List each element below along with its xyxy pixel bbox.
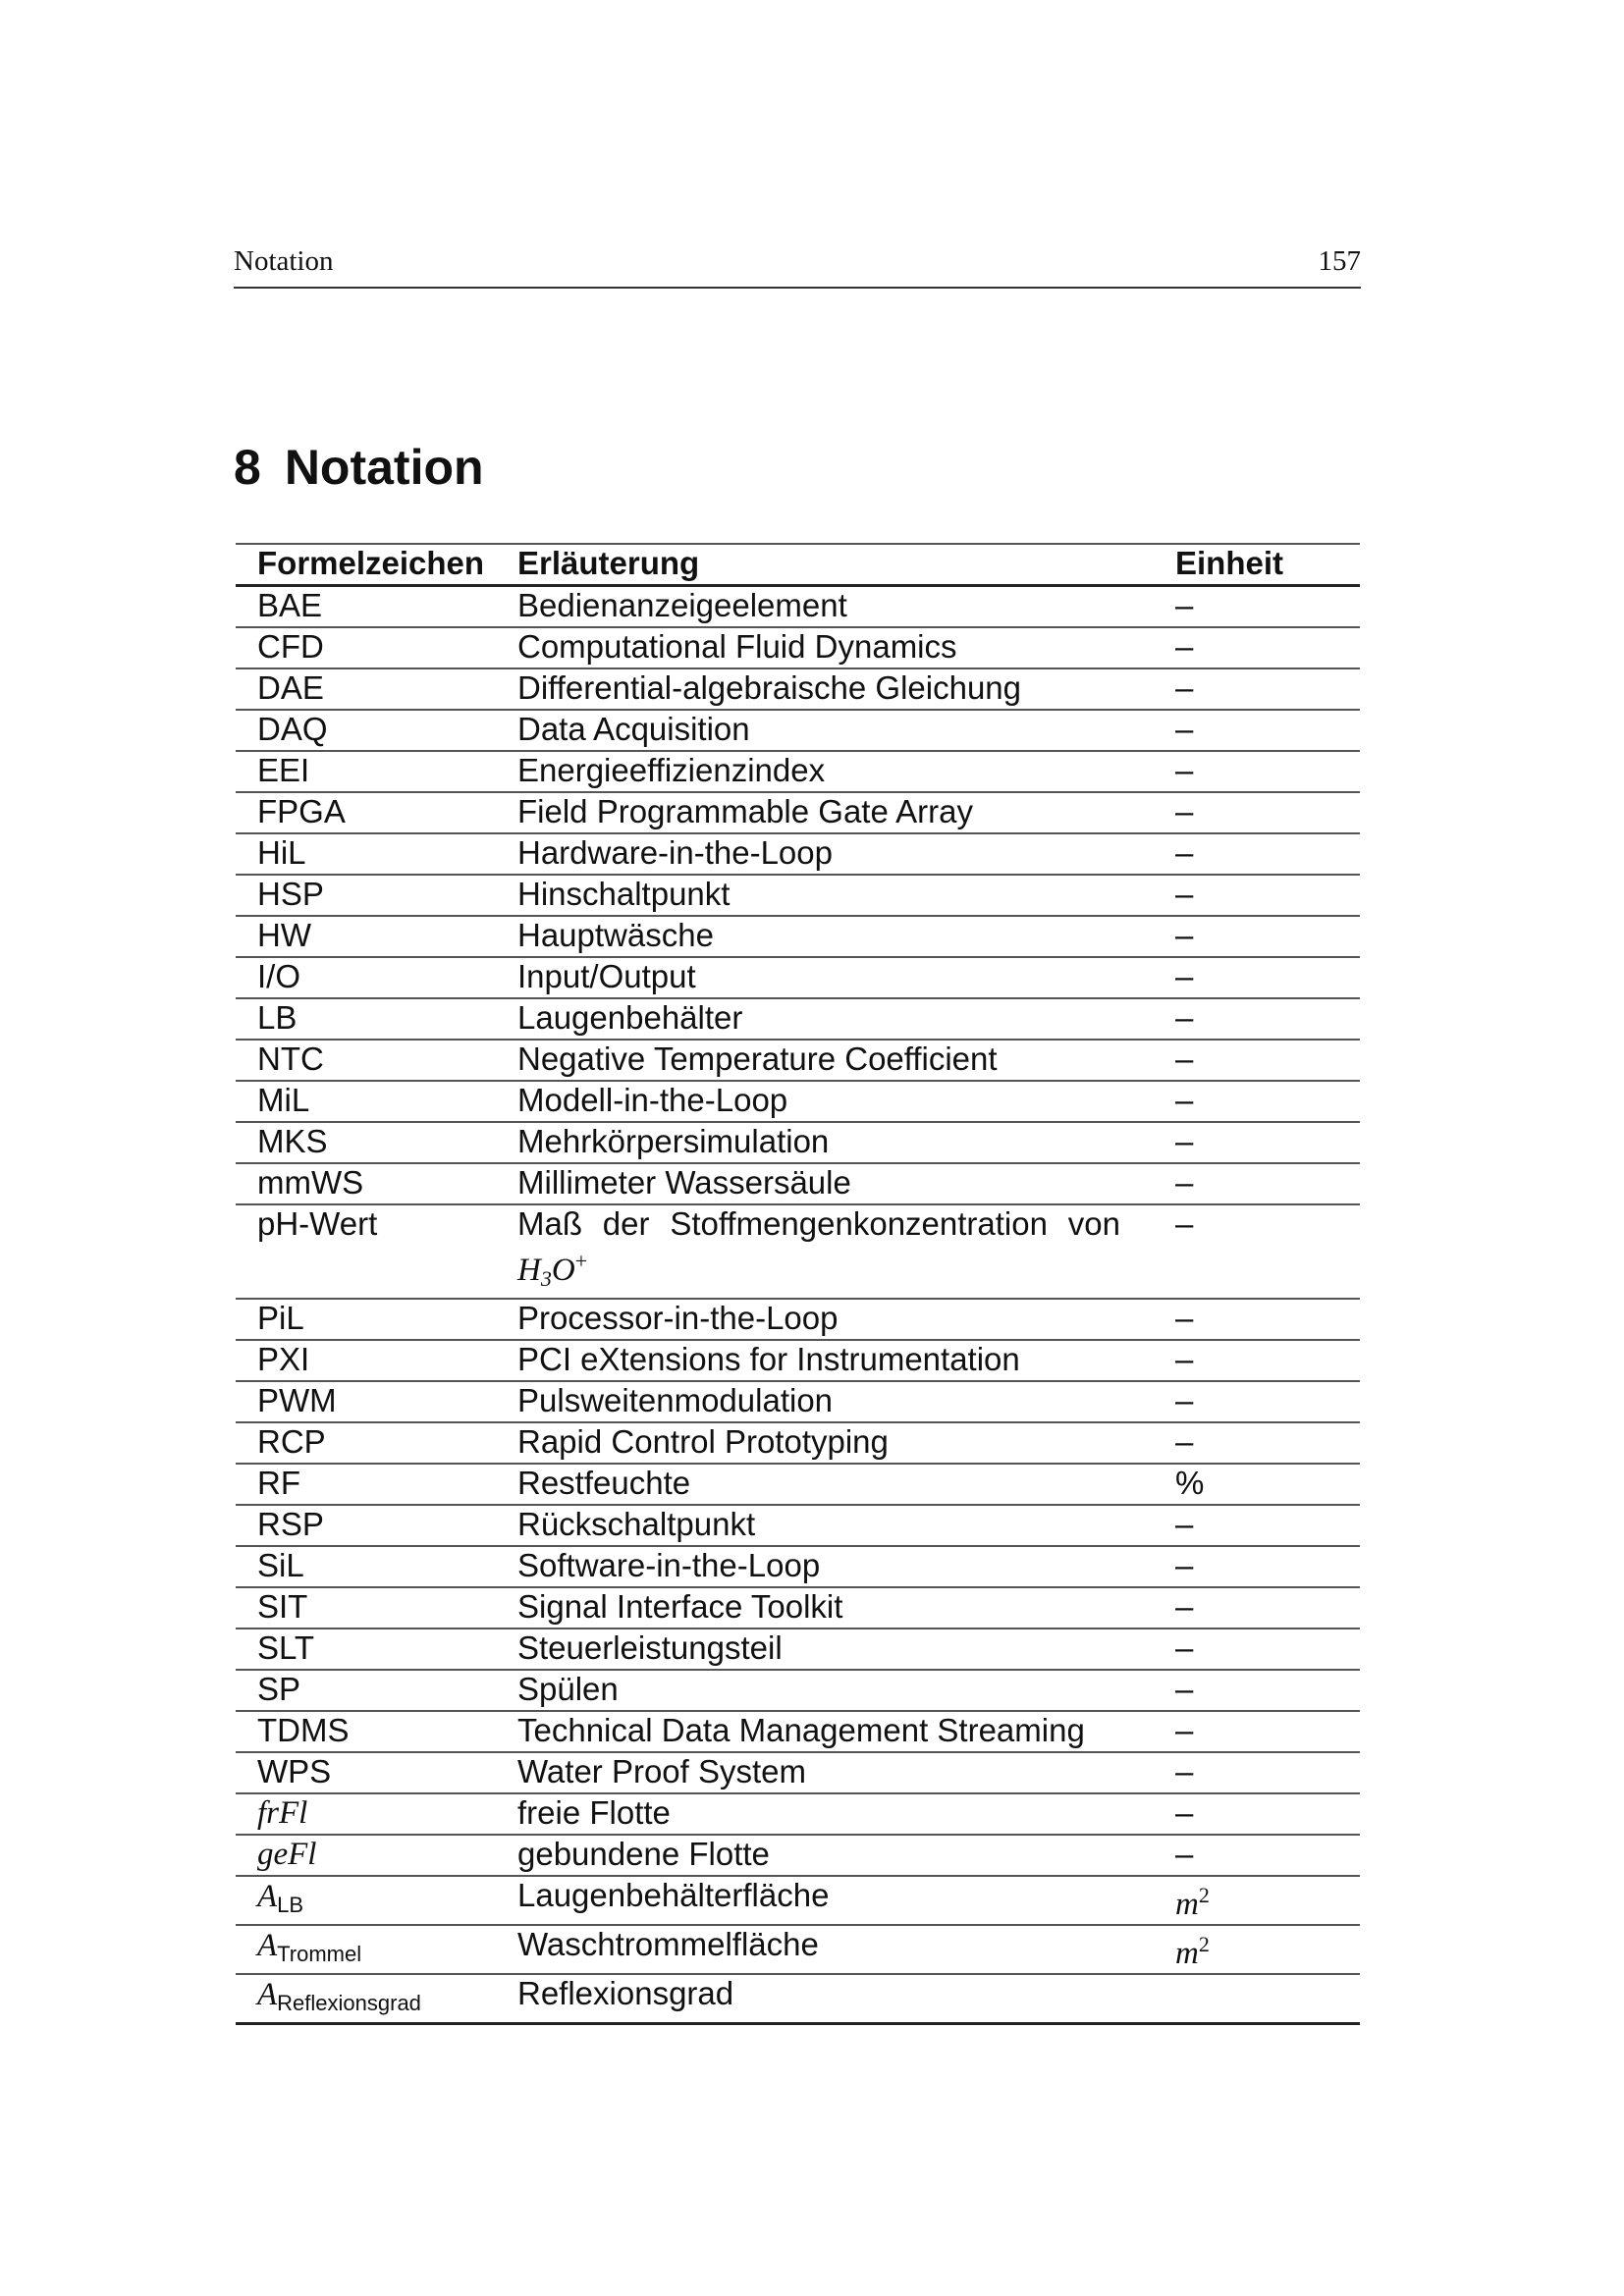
symbol-cell: PiL	[236, 1299, 496, 1340]
table-row	[236, 1752, 1360, 1793]
description-cell: Hauptwäsche	[496, 916, 1154, 957]
header-formelzeichen: Formelzeichen	[236, 544, 496, 586]
unit-cell: –	[1154, 957, 1360, 998]
unit-cell: –	[1154, 1299, 1360, 1340]
header-erlaeuterung: Erläuterung	[496, 544, 1154, 586]
table-row	[236, 586, 1360, 628]
notation-table	[236, 543, 1360, 2025]
symbol-cell: I/O	[236, 957, 496, 998]
unit-cell: –	[1154, 751, 1360, 792]
page-number: 157	[1318, 245, 1361, 277]
description-cell: Modell-in-the-Loop	[496, 1081, 1154, 1122]
description-cell: Waschtrommelfläche	[496, 1925, 1154, 1974]
description-cell: Bedienanzeigeelement	[496, 586, 1154, 628]
unit-cell: –	[1154, 710, 1360, 751]
table-row	[236, 1422, 1360, 1464]
unit-cell: –	[1154, 1204, 1360, 1299]
chapter-heading	[234, 438, 484, 497]
description-cell: Negative Temperature Coefficient	[496, 1040, 1154, 1081]
table-row	[236, 1204, 1360, 1299]
description-cell: Field Programmable Gate Array	[496, 792, 1154, 833]
symbol-cell: RSP	[236, 1505, 496, 1546]
symbol-cell: $A_{Reflexionsgrad}$	[236, 1974, 496, 2024]
table-row	[236, 1793, 1360, 1835]
table-row	[236, 1587, 1360, 1629]
table-row	[236, 1163, 1360, 1204]
description-cell: Hinschaltpunkt	[496, 875, 1154, 916]
symbol-cell: FPGA	[236, 792, 496, 833]
symbol-cell: DAQ	[236, 710, 496, 751]
description-cell: PCI eXtensions for Instrumentation	[496, 1340, 1154, 1381]
symbol-cell: SIT	[236, 1587, 496, 1629]
table-row	[236, 1925, 1360, 1974]
description-cell: Mehrkörpersimulation	[496, 1122, 1154, 1163]
table-row	[236, 792, 1360, 833]
description-cell: Differential-algebraische Gleichung	[496, 668, 1154, 710]
table-row	[236, 668, 1360, 710]
description-cell: Water Proof System	[496, 1752, 1154, 1793]
table-row	[236, 1711, 1360, 1752]
symbol-cell: LB	[236, 998, 496, 1040]
description-cell: Technical Data Management Streaming	[496, 1711, 1154, 1752]
unit-cell: –	[1154, 1587, 1360, 1629]
description-cell: Spülen	[496, 1670, 1154, 1711]
description-cell: Restfeuchte	[496, 1464, 1154, 1505]
table-row	[236, 1546, 1360, 1587]
table-row	[236, 1629, 1360, 1670]
symbol-cell: BAE	[236, 586, 496, 628]
unit-cell: –	[1154, 1629, 1360, 1670]
description-cell: Pulsweitenmodulation	[496, 1381, 1154, 1422]
symbol-cell: frFl	[236, 1793, 496, 1835]
unit-cell: –	[1154, 1422, 1360, 1464]
unit-cell: –	[1154, 1381, 1360, 1422]
unit-cell: –	[1154, 1081, 1360, 1122]
symbol-cell: HSP	[236, 875, 496, 916]
description-cell: Energieeffizienzindex	[496, 751, 1154, 792]
symbol-cell: SLT	[236, 1629, 496, 1670]
table-row	[236, 1464, 1360, 1505]
unit-cell: –	[1154, 1711, 1360, 1752]
running-head-title: Notation	[234, 245, 334, 277]
symbol-cell: PWM	[236, 1381, 496, 1422]
table-row	[236, 1381, 1360, 1422]
unit-cell: –	[1154, 792, 1360, 833]
table-row	[236, 1299, 1360, 1340]
formula-h3o: H3O+	[517, 1249, 588, 1291]
symbol-cell: PXI	[236, 1340, 496, 1381]
table-row	[236, 627, 1360, 668]
description-text: Maß der Stoffmengenkonzentration von	[517, 1205, 1120, 1242]
symbol-cell: EEI	[236, 751, 496, 792]
symbol-cell: RCP	[236, 1422, 496, 1464]
description-cell: Signal Interface Toolkit	[496, 1587, 1154, 1629]
description-cell: Laugenbehälter	[496, 998, 1154, 1040]
chapter-title: Notation	[284, 440, 484, 495]
table-row	[236, 1040, 1360, 1081]
unit-cell: –	[1154, 833, 1360, 875]
symbol-cell: WPS	[236, 1752, 496, 1793]
symbol-cell: geFl	[236, 1835, 496, 1876]
unit-cell: –	[1154, 1163, 1360, 1204]
description-cell: Rapid Control Prototyping	[496, 1422, 1154, 1464]
symbol-cell: TDMS	[236, 1711, 496, 1752]
table-row	[236, 1974, 1360, 2024]
unit-cell: –	[1154, 1793, 1360, 1835]
description-cell: Steuerleistungsteil	[496, 1629, 1154, 1670]
unit-cell: –	[1154, 1670, 1360, 1711]
symbol-cell: $A_{Trommel}$	[236, 1925, 496, 1974]
description-cell: Laugenbehälterfläche	[496, 1876, 1154, 1925]
symbol-cell: mmWS	[236, 1163, 496, 1204]
table-row	[236, 751, 1360, 792]
header-einheit: Einheit	[1154, 544, 1360, 586]
symbol-cell: MiL	[236, 1081, 496, 1122]
table-row	[236, 710, 1360, 751]
symbol-cell: $A_{LB}$	[236, 1876, 496, 1925]
unit-cell: –	[1154, 586, 1360, 628]
description-cell: Data Acquisition	[496, 710, 1154, 751]
symbol-cell: MKS	[236, 1122, 496, 1163]
unit-cell: –	[1154, 1340, 1360, 1381]
table-row	[236, 875, 1360, 916]
description-cell: Millimeter Wassersäule	[496, 1163, 1154, 1204]
table-row	[236, 957, 1360, 998]
symbol-cell: pH-Wert	[236, 1204, 496, 1299]
table-row	[236, 1081, 1360, 1122]
chapter-number: 8	[234, 440, 261, 495]
unit-cell: –	[1154, 875, 1360, 916]
unit-cell: –	[1154, 1040, 1360, 1081]
symbol-cell: HiL	[236, 833, 496, 875]
table-header-row	[236, 544, 1360, 586]
unit-cell: %	[1154, 1464, 1360, 1505]
symbol-cell: DAE	[236, 668, 496, 710]
symbol-cell: SiL	[236, 1546, 496, 1587]
description-cell: Software-in-the-Loop	[496, 1546, 1154, 1587]
symbol-cell: CFD	[236, 627, 496, 668]
description-cell: gebundene Flotte	[496, 1835, 1154, 1876]
description-cell: Rückschaltpunkt	[496, 1505, 1154, 1546]
table-row	[236, 1876, 1360, 1925]
description-cell	[496, 1204, 1154, 1299]
symbol-cell: RF	[236, 1464, 496, 1505]
unit-cell: –	[1154, 1835, 1360, 1876]
symbol-cell: SP	[236, 1670, 496, 1711]
unit-cell: –	[1154, 627, 1360, 668]
description-cell: Hardware-in-the-Loop	[496, 833, 1154, 875]
unit-cell: $m^2$	[1154, 1925, 1360, 1974]
table-row	[236, 998, 1360, 1040]
table-row	[236, 1835, 1360, 1876]
description-cell: Computational Fluid Dynamics	[496, 627, 1154, 668]
table-row	[236, 833, 1360, 875]
description-cell: Processor-in-the-Loop	[496, 1299, 1154, 1340]
unit-cell: –	[1154, 1752, 1360, 1793]
unit-cell: –	[1154, 1122, 1360, 1163]
unit-cell	[1154, 1974, 1360, 2024]
running-head	[234, 241, 1361, 289]
unit-cell: –	[1154, 916, 1360, 957]
unit-cell: –	[1154, 1505, 1360, 1546]
table-row	[236, 1670, 1360, 1711]
description-cell: freie Flotte	[496, 1793, 1154, 1835]
symbol-cell: HW	[236, 916, 496, 957]
symbol-cell: NTC	[236, 1040, 496, 1081]
table-row	[236, 916, 1360, 957]
unit-cell: –	[1154, 668, 1360, 710]
table-row	[236, 1122, 1360, 1163]
description-cell: Reflexionsgrad	[496, 1974, 1154, 2024]
description-cell: Input/Output	[496, 957, 1154, 998]
table-row	[236, 1340, 1360, 1381]
unit-cell: –	[1154, 998, 1360, 1040]
table-row	[236, 1505, 1360, 1546]
unit-cell: $m^2$	[1154, 1876, 1360, 1925]
unit-cell: –	[1154, 1546, 1360, 1587]
